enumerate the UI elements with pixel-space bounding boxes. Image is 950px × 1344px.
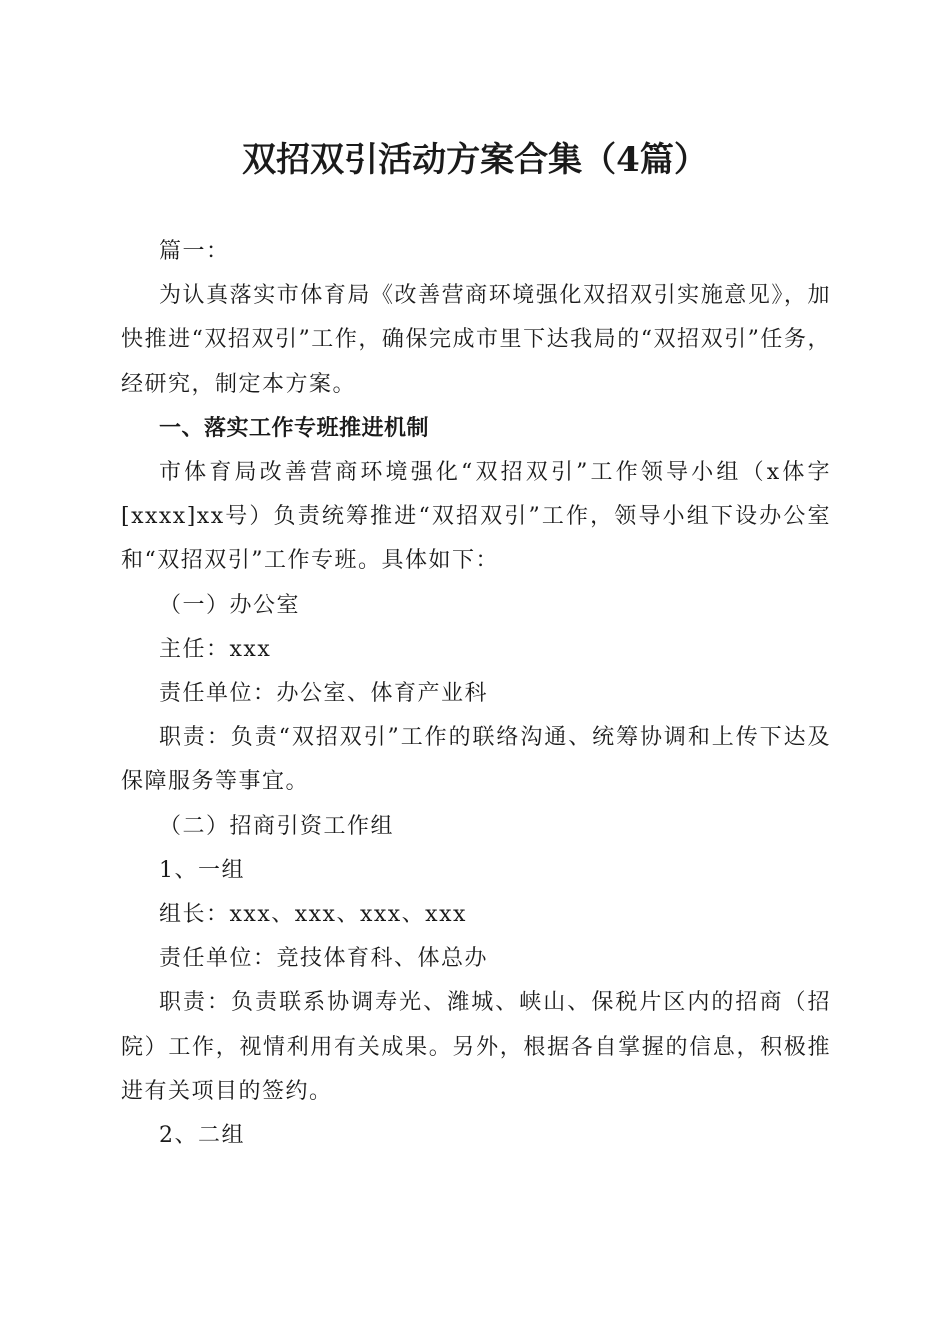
paragraph-group-leaders: 组长：xxx、xxx、xxx、xxx [159,902,467,928]
paragraph-director: 主任：xxx [159,636,272,662]
paragraph-group-units: 责任单位：竞技体育科、体总办 [159,946,489,972]
document-body [121,230,831,1158]
paragraph-group-duties: 职责：负责联系协调寿光、潍城、峡山、保税片区内的招商（招院）工作，视情利用有关成果。另外，根据各自掌握的信息，积极推进有关项目的签约。 [121,990,831,1104]
paragraph-intro: 为认真落实市体育局《改善营商环境强化双招双引实施意见》，加快推进“双招双引”工作，确保完成市里下达我局的“双招双引”任务，经研究，制定本方案。 [121,283,831,397]
heading-office: （一）办公室 [159,592,301,618]
heading-investment-group: （二）招商引资工作组 [159,813,395,839]
heading-group-two: 2、二组 [159,1123,245,1149]
paragraph-section-label: 篇一： [159,239,230,264]
document-title: 双招双引活动方案合集（4篇） [242,140,708,180]
heading-level-1: 一、落实工作专班推进机制 [159,415,430,441]
paragraph-responsible-units: 责任单位：办公室、体育产业科 [159,681,489,707]
paragraph-duties: 职责：负责“双招双引”工作的联络沟通、统筹协调和上传下达及保障服务等事宜。 [121,725,831,795]
heading-group-one: 1、一组 [159,857,245,883]
paragraph-leadership: 市体育局改善营商环境强化“双招双引”工作领导小组（x体字[xxxx]xx号）负责统筹推进“双招双引”工作，领导小组下设办公室和“双招双引”工作专班。具体如下： [121,460,831,574]
